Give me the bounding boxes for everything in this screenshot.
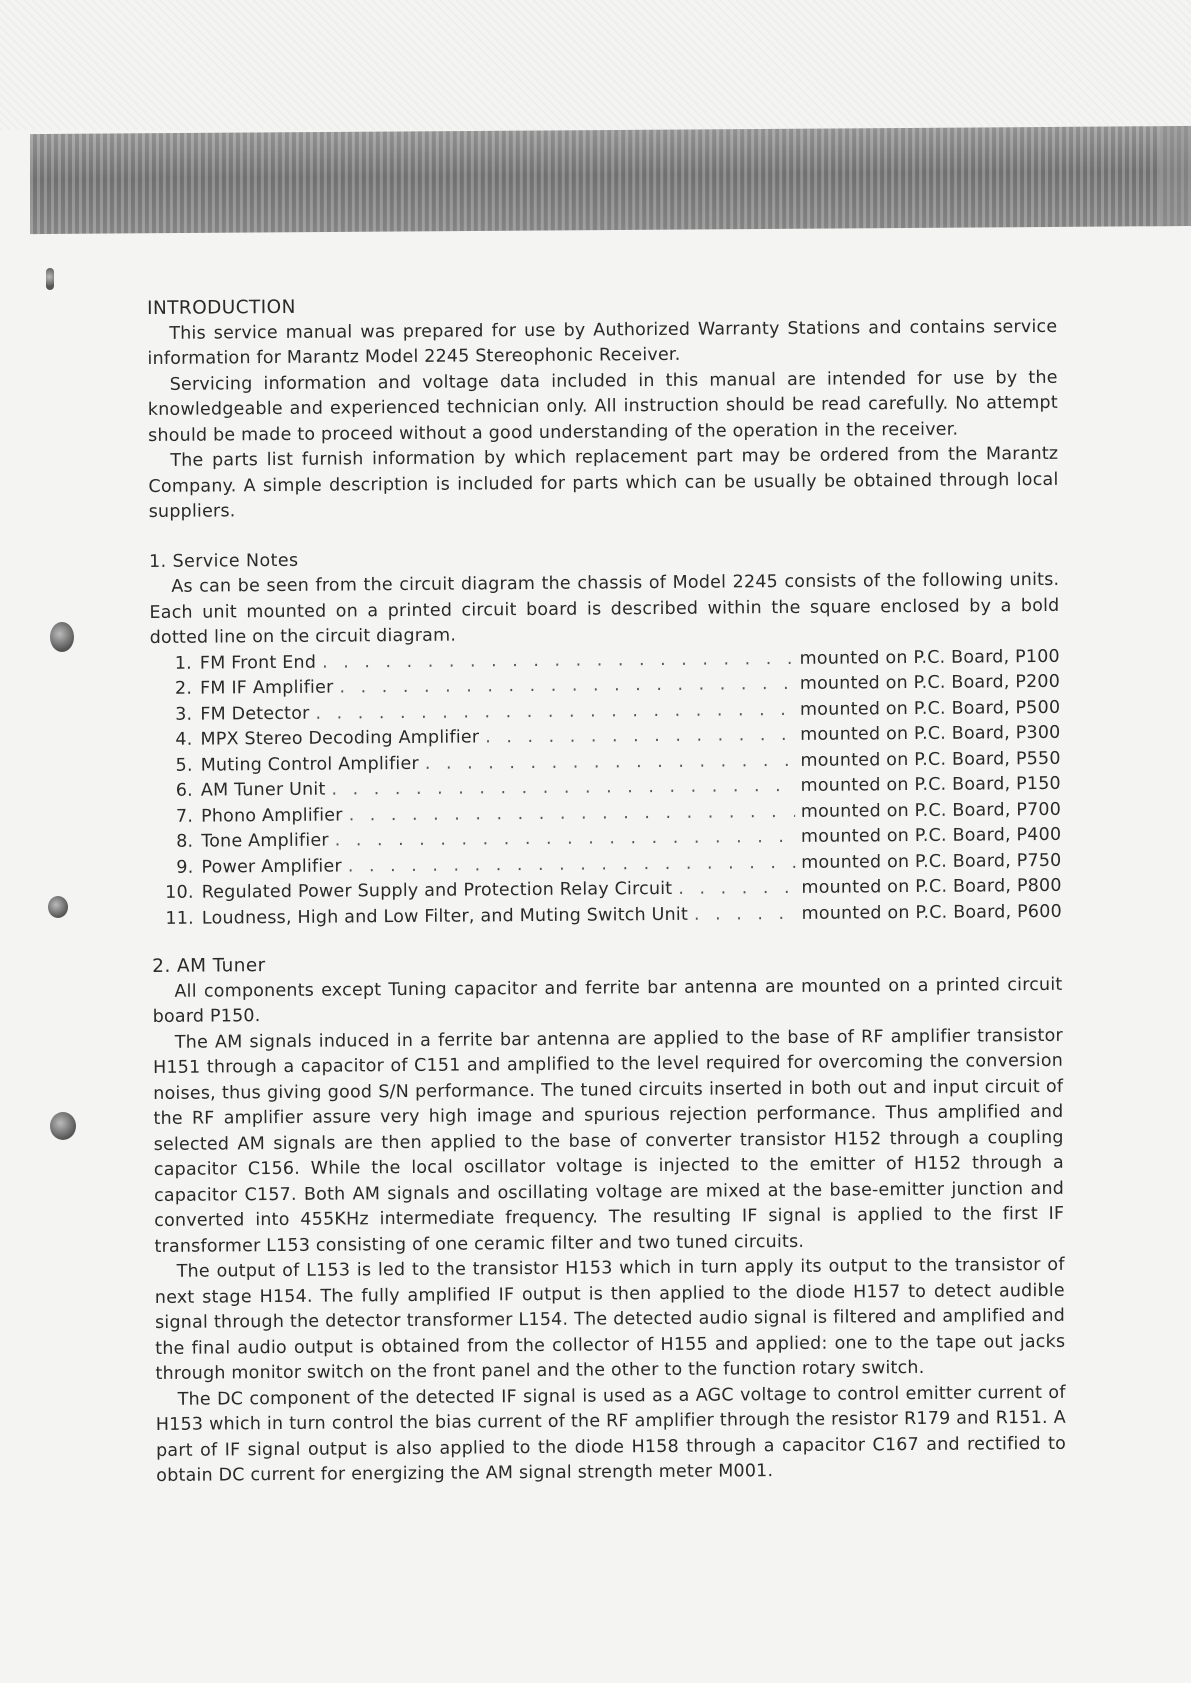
header-band bbox=[30, 126, 1191, 234]
unit-mount: mounted on P.C. Board, P200 bbox=[799, 671, 1061, 694]
unit-number: 8. bbox=[176, 831, 194, 852]
unit-number: 6. bbox=[175, 780, 193, 801]
binder-hole-4 bbox=[50, 1112, 76, 1140]
unit-mount: mounted on P.C. Board, P600 bbox=[801, 901, 1062, 924]
unit-name: FM Detector bbox=[200, 703, 310, 725]
intro-paragraph: The parts list furnish information by which replacement part may be ordered from the Marantz Company. A simple description is included for parts which can be usually be obtained through local suppliers. bbox=[148, 443, 1059, 522]
unit-number: 5. bbox=[175, 755, 193, 776]
am-tuner-paragraph: The output of L153 is led to the transistor H153 which in turn apply its output to the transistor of next stage H154. The fully amplified IF output is then applied to the diode H157 to detect audible signal through the detector transformer L154. The detected audio signal is filtered and amplified and the final audio output is obtained from the collector of H155 and applied: one to the tape out jacks through monitor switch on the front panel and the other to the function rotary switch. bbox=[154, 1254, 1066, 1384]
unit-number: 9. bbox=[176, 857, 194, 878]
document-body bbox=[147, 289, 1066, 1490]
am-tuner-paragraph: The DC component of the detected IF signal is used as a AGC voltage to control emitter current of H153 which in turn control the bias current of the RF amplifier through the resistor R179 and R151. A part of IF signal output is also applied to the diode H158 through a capacitor C167 and rectified to obtain DC current for energizing the AM signal strength meter M001. bbox=[155, 1382, 1067, 1486]
unit-mount: mounted on P.C. Board, P750 bbox=[801, 850, 1062, 873]
intro-paragraph: This service manual was prepared for use by Authorized Warranty Stations and contains service information for Marantz Model 2245 Stereophonic Receiver. bbox=[147, 316, 1058, 369]
introduction-heading: INTRODUCTION bbox=[147, 296, 296, 319]
service-notes-paragraph: As can be seen from the circuit diagram the chassis of Model 2245 consists of the following units. Each unit mounted on a printed circuit board is described within the square enclosed by a bold dotted line on the circuit diagram. bbox=[149, 569, 1060, 648]
unit-mount: mounted on P.C. Board, P100 bbox=[799, 646, 1060, 669]
binder-hole-3 bbox=[48, 896, 68, 918]
unit-name: MPX Stereo Decoding Amplifier bbox=[200, 727, 480, 750]
unit-name: Power Amplifier bbox=[201, 855, 342, 878]
am-tuner-section bbox=[152, 947, 1066, 1490]
unit-mount: mounted on P.C. Board, P150 bbox=[800, 773, 1061, 796]
unit-mount: mounted on P.C. Board, P500 bbox=[799, 697, 1061, 720]
am-tuner-paragraph: The AM signals induced in a ferrite bar antenna are applied to the base of RF amplifier transistor H151 through a capacitor of C151 and amplified to the level required for overcoming the conversion noises, thus giving good S/N performance. The tuned circuits inserted in both out and input circuit of the RF amplifier assure very high image and spurious rejection performance. Thus amplified and selected AM signals are then applied to the base of converter transistor H152 through a coupling capacitor C156. While the local oscillator voltage is injected to the emitter of H152 through a capacitor C157. Both AM signals and oscillating voltage are mixed at the base-emitter junction and converted into 455KHz intermediate frequency. The resulting IF signal is applied to the first IF transformer L153 consisting of one ceramic filter and two tuned circuits. bbox=[152, 1025, 1065, 1257]
unit-name: Regulated Power Supply and Protection Relay Circuit bbox=[201, 878, 673, 903]
unit-name: AM Tuner Unit bbox=[200, 779, 326, 801]
unit-name: FM IF Amplifier bbox=[200, 677, 334, 699]
unit-name: FM Front End bbox=[199, 652, 317, 674]
service-notes-heading: 1. Service Notes bbox=[149, 550, 299, 572]
binder-hole-1 bbox=[46, 268, 54, 290]
introduction-section bbox=[147, 289, 1059, 526]
service-notes-section bbox=[149, 542, 1062, 932]
unit-number: 4. bbox=[175, 729, 193, 750]
unit-number: 3. bbox=[175, 704, 193, 725]
top-speckle-texture bbox=[0, 0, 1191, 130]
unit-number: 1. bbox=[174, 653, 192, 674]
unit-number: 11. bbox=[165, 908, 194, 929]
am-tuner-paragraph: All components except Tuning capacitor and ferrite bar antenna are mounted on a printed circuit board P150. bbox=[152, 974, 1063, 1027]
unit-number: 2. bbox=[174, 678, 193, 699]
unit-mount: mounted on P.C. Board, P700 bbox=[800, 799, 1062, 822]
unit-list bbox=[150, 644, 1062, 932]
unit-mount: mounted on P.C. Board, P300 bbox=[800, 722, 1061, 745]
unit-number: 7. bbox=[175, 806, 194, 827]
binder-hole-2 bbox=[50, 622, 74, 652]
unit-name: Phono Amplifier bbox=[201, 804, 343, 827]
unit-name: Tone Amplifier bbox=[201, 830, 329, 852]
unit-mount: mounted on P.C. Board, P550 bbox=[800, 748, 1061, 771]
unit-name: Loudness, High and Low Filter, and Muting Switch Unit bbox=[201, 904, 689, 929]
unit-mount: mounted on P.C. Board, P800 bbox=[801, 875, 1062, 898]
unit-name: Muting Control Amplifier bbox=[200, 753, 419, 776]
unit-number: 10. bbox=[165, 882, 194, 903]
unit-mount: mounted on P.C. Board, P400 bbox=[800, 824, 1062, 847]
am-tuner-heading: 2. AM Tuner bbox=[152, 955, 266, 977]
intro-paragraph: Servicing information and voltage data included in this manual are intended for use by the knowledgeable and experienced technician only. All instruction should be read carefully. No attempt should be made to proceed without a good understanding of the operation in the receiver. bbox=[147, 367, 1058, 446]
